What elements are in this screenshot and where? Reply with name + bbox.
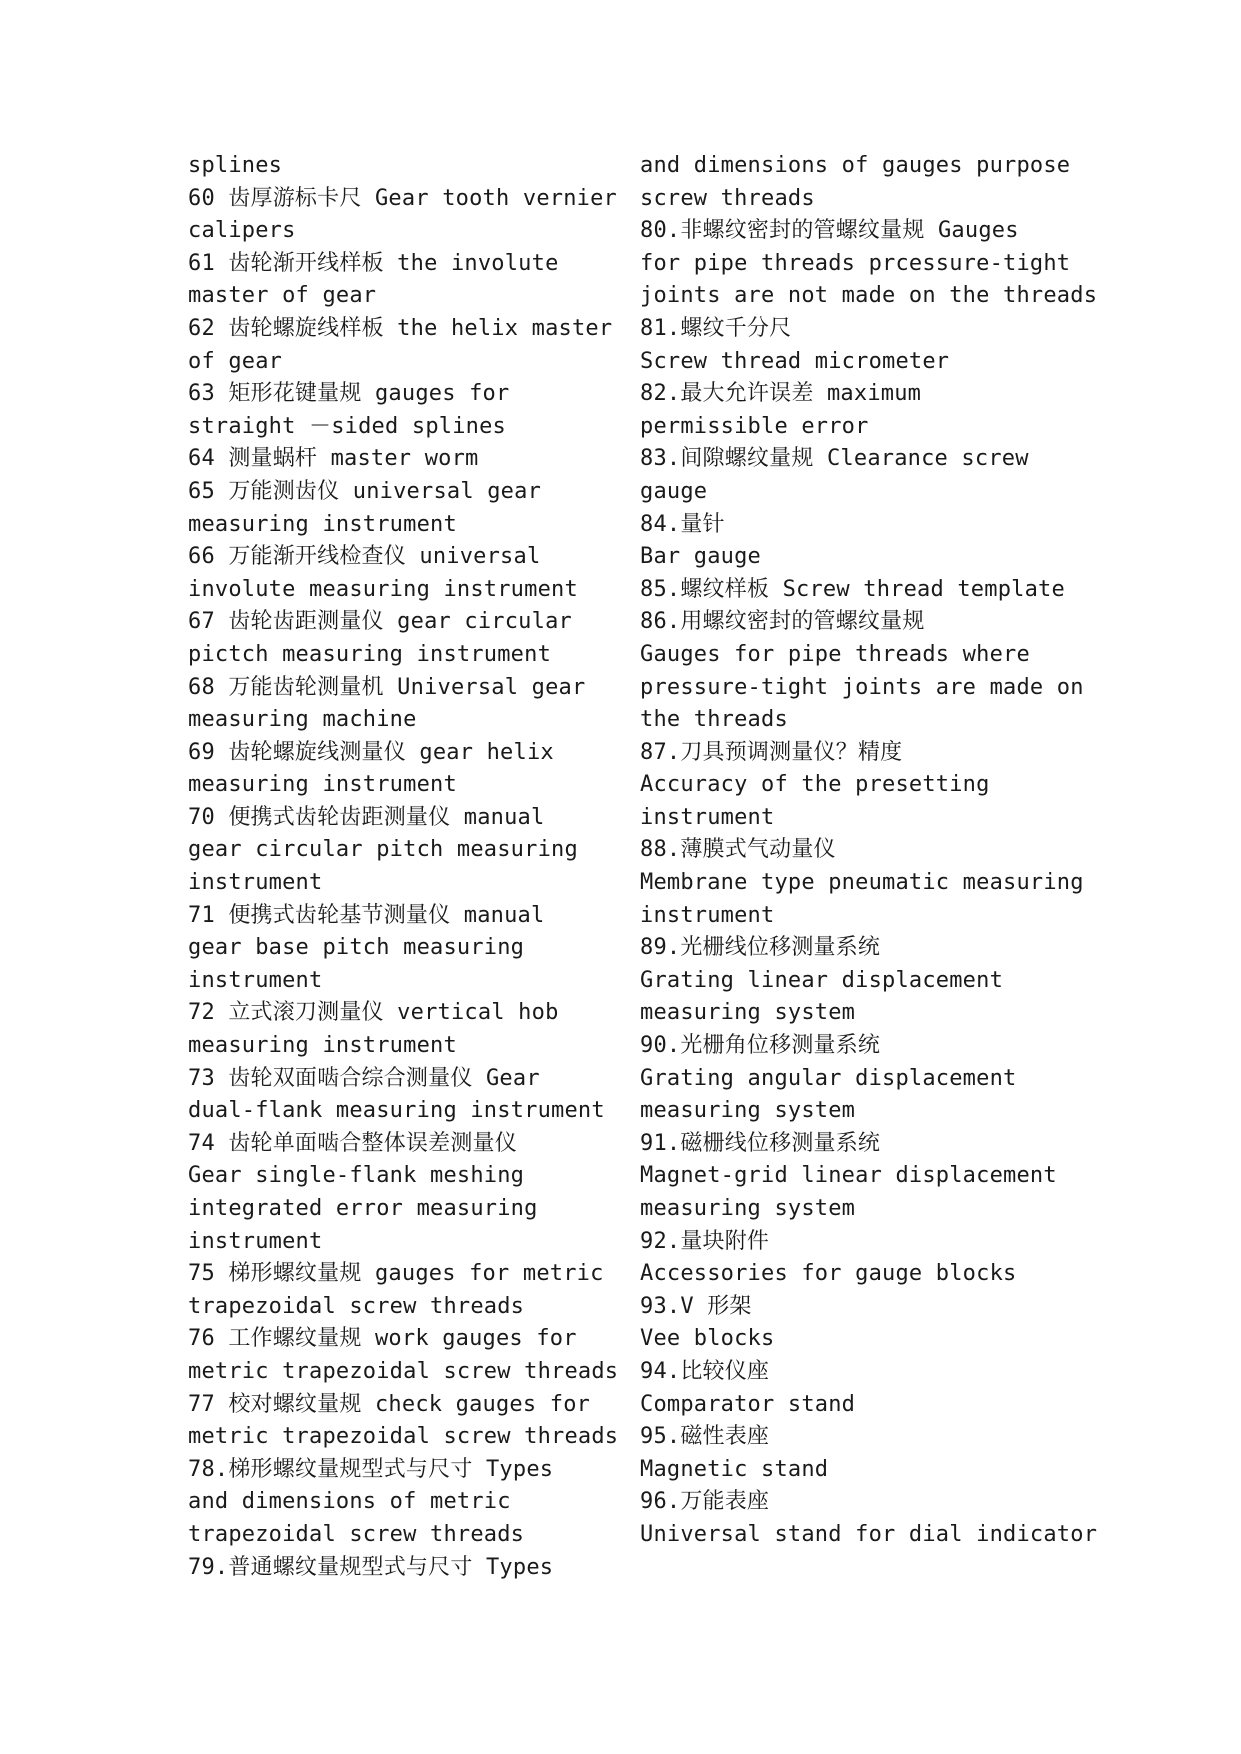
text-line: 67 齿轮齿距测量仪 gear circular	[188, 609, 572, 635]
text-line: and dimensions of metric	[188, 1489, 511, 1515]
text-line: measuring system	[640, 1196, 856, 1221]
text-line: joints are not made on the threads	[640, 283, 1098, 309]
text-line: 90.光栅角位移测量系统	[640, 1033, 881, 1059]
text-line: Bar gauge	[640, 544, 762, 570]
text-line: Gauges for pipe threads where	[640, 641, 1030, 667]
text-line: 82.最大允许误差 maximum	[640, 381, 922, 407]
text-line: Universal stand for dial indicator	[640, 1521, 1098, 1547]
text-line: trapezoidal screw threads	[188, 1293, 525, 1319]
text-line: permissible error	[640, 413, 869, 439]
text-line: straight －sided splines	[188, 413, 506, 439]
text-line: measuring system	[640, 1000, 856, 1026]
text-line: 60 齿厚游标卡尺 Gear tooth vernier	[188, 185, 617, 211]
text-line: gear circular pitch measuring	[188, 837, 578, 863]
text-line: measuring instrument	[188, 511, 457, 537]
text-line: 91.磁栅线位移测量系统	[640, 1130, 881, 1156]
text-line: 68 万能齿轮测量机 Universal gear	[188, 674, 586, 700]
text-line: 73 齿轮双面啮合综合测量仪 Gear	[188, 1065, 540, 1091]
text-line: 77 校对螺纹量规 check gauges for	[188, 1391, 591, 1417]
text-line: Accuracy of the presetting	[640, 772, 990, 798]
text-line: 74 齿轮单面啮合整体误差测量仪	[188, 1130, 517, 1156]
text-line: and dimensions of gauges purpose	[640, 153, 1071, 178]
text-line: 80.非螺纹密封的管螺纹量规 Gauges	[640, 218, 1019, 244]
text-line: 94.比较仪座	[640, 1358, 770, 1384]
text-line: master of gear	[188, 283, 377, 309]
right-column	[640, 150, 1098, 1552]
text-line: Screw thread micrometer	[640, 348, 950, 374]
text-line: 64 测量蜗杆 master worm	[188, 446, 479, 472]
text-line: Magnetic stand	[640, 1456, 829, 1482]
text-line: Comparator stand	[640, 1391, 856, 1417]
text-line: instrument	[188, 1228, 323, 1254]
text-line: measuring instrument	[188, 772, 457, 798]
text-line: Gear single-flank meshing	[188, 1163, 525, 1189]
text-line: 85.螺纹样板 Screw thread template	[640, 576, 1065, 602]
text-line: metric trapezoidal screw threads	[188, 1424, 619, 1450]
text-line: 79.普通螺纹量规型式与尺寸 Types	[188, 1554, 554, 1580]
text-line: Magnet-grid linear displacement	[640, 1163, 1057, 1189]
text-line: 70 便携式齿轮齿距测量仪 manual	[188, 804, 545, 830]
text-line: 72 立式滚刀测量仪 vertical hob	[188, 1000, 559, 1026]
text-line: measuring machine	[188, 707, 417, 733]
text-line: 63 矩形花键量规 gauges for	[188, 381, 510, 407]
text-line: measuring system	[640, 1098, 856, 1124]
text-line: 69 齿轮螺旋线测量仪 gear helix	[188, 739, 554, 765]
text-line: integrated error measuring	[188, 1196, 538, 1221]
text-line: Grating angular displacement	[640, 1065, 1017, 1091]
text-line: 87.刀具预调测量仪？精度	[640, 739, 903, 765]
text-line: instrument	[640, 902, 775, 928]
text-line: 78.梯形螺纹量规型式与尺寸 Types	[188, 1456, 554, 1482]
text-line: for pipe threads prcessure-tight	[640, 250, 1071, 276]
text-line: measuring instrument	[188, 1033, 457, 1059]
text-line: instrument	[640, 804, 775, 830]
text-line: 83.间隙螺纹量规 Clearance screw	[640, 446, 1029, 472]
text-line: instrument	[188, 870, 323, 896]
text-line: 61 齿轮渐开线样板 the involute	[188, 250, 559, 276]
text-line: 81.螺纹千分尺	[640, 315, 792, 341]
text-line: gauge	[640, 478, 708, 504]
text-line: 95.磁性表座	[640, 1424, 770, 1450]
text-line: 92.量块附件	[640, 1228, 770, 1254]
text-line: dual-flank measuring instrument	[188, 1098, 605, 1124]
text-line: Grating linear displacement	[640, 967, 1004, 993]
text-line: screw threads	[640, 185, 815, 211]
text-line: 89.光栅线位移测量系统	[640, 935, 881, 961]
text-line: 66 万能渐开线检查仪 universal	[188, 544, 541, 570]
text-line: Vee blocks	[640, 1326, 775, 1352]
text-line: gear base pitch measuring	[188, 935, 525, 961]
text-line: involute measuring instrument	[188, 576, 578, 602]
text-line: pressure-tight joints are made on	[640, 674, 1084, 700]
text-line: 65 万能测齿仪 universal gear	[188, 478, 542, 504]
text-line: 71 便携式齿轮基节测量仪 manual	[188, 902, 545, 928]
text-line: 62 齿轮螺旋线样板 the helix master	[188, 315, 613, 341]
left-column	[188, 150, 618, 1584]
text-line: 93.V 形架	[640, 1293, 752, 1319]
text-line: 96.万能表座	[640, 1489, 770, 1515]
text-line: 84.量针	[640, 511, 725, 537]
text-line: instrument	[188, 967, 323, 993]
text-line: metric trapezoidal screw threads	[188, 1358, 619, 1384]
text-line: trapezoidal screw threads	[188, 1521, 525, 1547]
text-line: 88.薄膜式气动量仪	[640, 837, 836, 863]
text-line: 86.用螺纹密封的管螺纹量规	[640, 609, 925, 635]
text-line: 76 工作螺纹量规 work gauges for	[188, 1326, 577, 1352]
text-line: 75 梯形螺纹量规 gauges for metric	[188, 1261, 604, 1287]
text-line: calipers	[188, 218, 296, 244]
text-line: pictch measuring instrument	[188, 641, 552, 667]
text-line: Accessories for gauge blocks	[640, 1261, 1017, 1287]
text-line: the threads	[640, 707, 788, 733]
text-line: of gear	[188, 348, 283, 374]
text-line: splines	[188, 153, 283, 178]
text-line: Membrane type pneumatic measuring	[640, 870, 1084, 896]
